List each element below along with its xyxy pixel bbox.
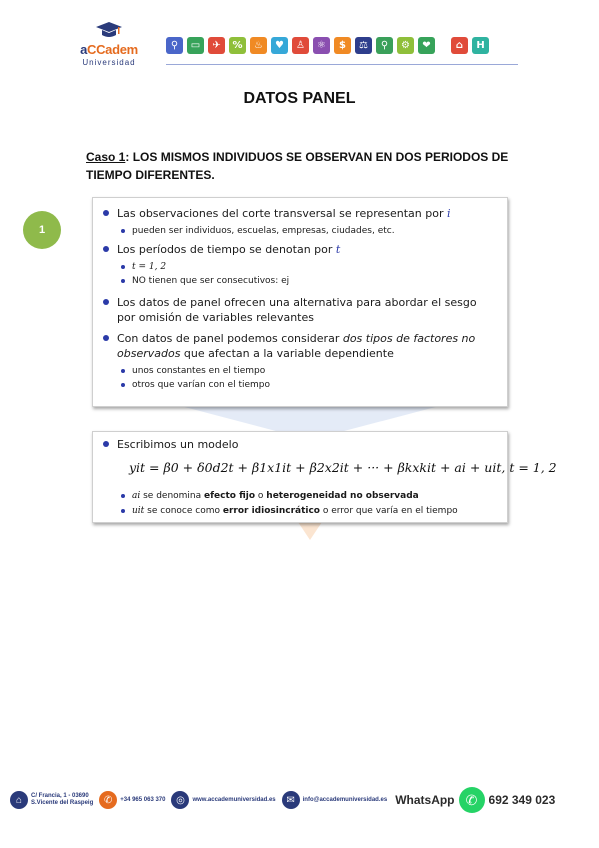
- gear-icon[interactable]: ⚙: [397, 37, 414, 54]
- bullet-dot: [103, 246, 109, 252]
- sub-bullet-idiosyncratic: uit se conoce como error idiosincrático o error que varía en el tiempo: [121, 505, 491, 517]
- globe-icon: ◎: [171, 791, 189, 809]
- page-number-badge: 1: [23, 211, 61, 249]
- bullet-dot: [121, 369, 125, 373]
- search-people-icon[interactable]: ⚲: [166, 37, 183, 54]
- whatsapp-label: WhatsApp: [395, 793, 455, 807]
- heart-hands-icon[interactable]: ❤: [418, 37, 435, 54]
- faculty-icon-bar: [166, 37, 489, 54]
- email-icon: ✉: [282, 791, 300, 809]
- bullet-periods: Los períodos de tiempo se denotan por t: [103, 242, 493, 257]
- megaphone-icon[interactable]: ✈: [208, 37, 225, 54]
- slide-box-2: [92, 431, 557, 523]
- bank-money-icon[interactable]: $: [334, 37, 351, 54]
- scale-icon[interactable]: ⚖: [355, 37, 372, 54]
- model-equation: yit = β0 + δ0d2t + β1x1it + β2x2it + ··· + βkxkit + ai + uit, t = 1, 2: [129, 460, 557, 475]
- home-icon: ⌂: [10, 791, 28, 809]
- sub-bullet-varying: otros que varían con el tiempo: [121, 379, 491, 391]
- footer-website[interactable]: www.accademuniversidad.es: [192, 796, 276, 803]
- bullet-dot: [103, 299, 109, 305]
- bullet-dot: [103, 210, 109, 216]
- slide-box-1: [92, 197, 508, 407]
- sub-bullet-consecutive: NO tienen que ser consecutivos: ej: [121, 275, 491, 287]
- bullet-dot: [121, 279, 125, 283]
- hospital-icon[interactable]: H: [472, 37, 489, 54]
- graduation-cap-icon: [96, 22, 122, 38]
- logo-brand: aCCadem: [80, 42, 138, 57]
- sub-bullet-constant: unos constantes en el tiempo: [121, 365, 491, 377]
- whatsapp-number[interactable]: 692 349 023: [488, 793, 556, 807]
- bullet-dot: [103, 441, 109, 447]
- chat-icon[interactable]: ▭: [187, 37, 204, 54]
- person-icon[interactable]: ♙: [292, 37, 309, 54]
- percent-icon[interactable]: %: [229, 37, 246, 54]
- page-title: DATOS PANEL: [243, 90, 356, 107]
- bullet-dot: [121, 229, 125, 233]
- bullet-model: Escribimos un modelo: [103, 437, 493, 452]
- footer-address: C/ Francia, 1 - 03690 S.Vicente del Raspeig: [31, 793, 94, 806]
- footer-phone[interactable]: +34 965 063 370: [120, 796, 166, 803]
- bullet-dot: [121, 494, 125, 498]
- whatsapp-icon[interactable]: ✆: [459, 787, 485, 813]
- bullet-factors: Con datos de panel podemos considerar dos tipos de factores no observados que afectan a la variable dependiente: [103, 331, 493, 361]
- sub-bullet-fixed-effect: ai se denomina efecto fijo o heterogeneidad no observada: [121, 490, 491, 502]
- sub-bullet-units: pueden ser individuos, escuelas, empresas, ciudades, etc.: [121, 225, 491, 237]
- footer-contact-bar: [10, 787, 590, 813]
- bullet-dot: [121, 509, 125, 513]
- accadem-logo: [74, 22, 144, 72]
- bullet-dot: [121, 265, 125, 269]
- logo-subtitle: Universidad: [82, 58, 136, 67]
- bullet-observations: Las observaciones del corte transversal se representan por i: [103, 206, 493, 221]
- heart-icon[interactable]: ♥: [271, 37, 288, 54]
- atom-icon[interactable]: ⚛: [313, 37, 330, 54]
- case-heading: [86, 148, 526, 184]
- case-label: Caso 1: [86, 150, 126, 164]
- bullet-dot: [103, 335, 109, 341]
- magnifier-icon[interactable]: ⚲: [376, 37, 393, 54]
- chef-icon[interactable]: ♨: [250, 37, 267, 54]
- building-icon[interactable]: ⌂: [451, 37, 468, 54]
- bullet-panel-alternative: Los datos de panel ofrecen una alternativa para abordar el sesgo por omisión de variables relevantes: [103, 295, 493, 325]
- sub-bullet-t-values: t = 1, 2: [121, 261, 491, 273]
- case-text: : LOS MISMOS INDIVIDUOS SE OBSERVAN EN DOS PERIODOS DE TIEMPO DIFERENTES.: [86, 150, 509, 182]
- header-divider: [166, 64, 518, 65]
- footer-email[interactable]: info@accademuniversidad.es: [302, 796, 388, 803]
- phone-icon: ✆: [99, 791, 117, 809]
- bullet-dot: [121, 383, 125, 387]
